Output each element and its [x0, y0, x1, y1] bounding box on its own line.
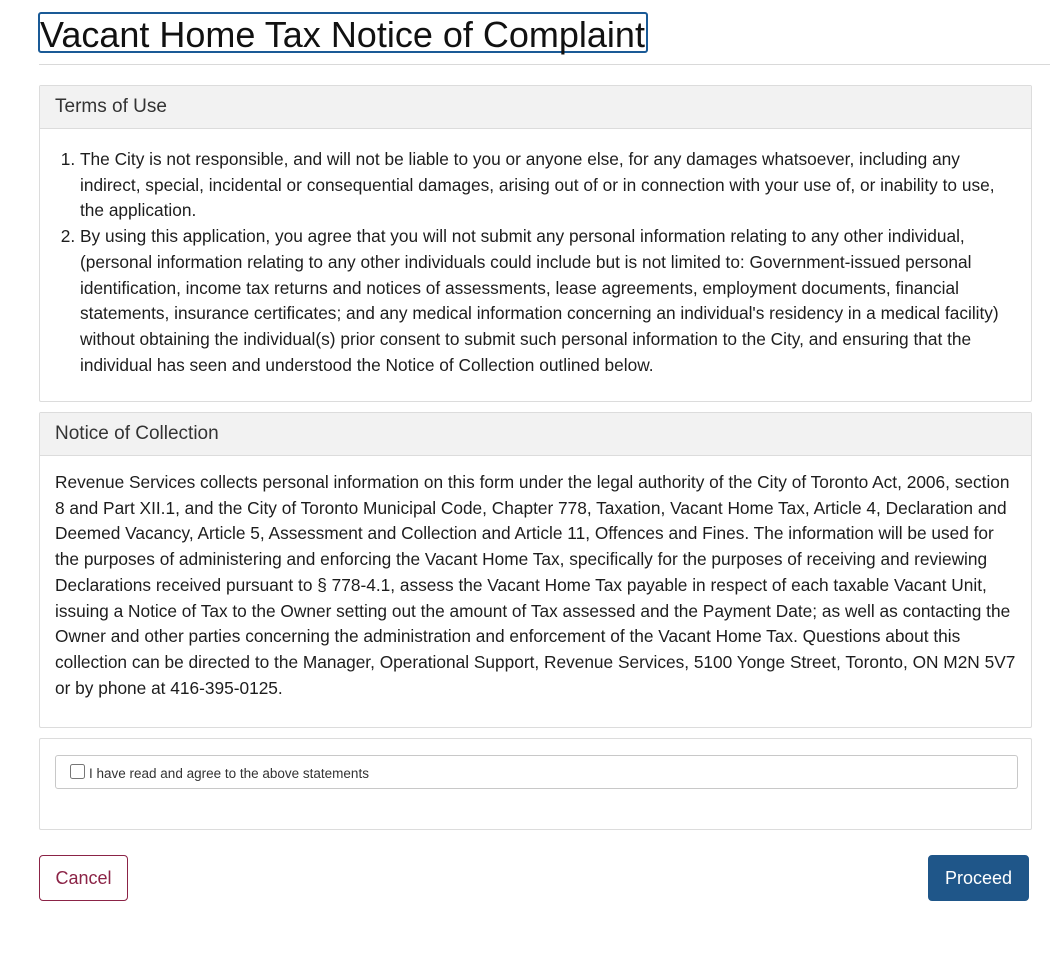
agree-checkbox[interactable]	[70, 764, 85, 779]
title-divider	[39, 64, 1050, 65]
notice-of-collection-heading: Notice of Collection	[40, 413, 1031, 456]
notice-text: Revenue Services collects personal information on this form under the legal authority of the City of Toronto Act, 2006, section 8 and Part XII.1, and the City of Toronto Municipal Code, Chapter 778, Taxation, Vacant Home Tax, Article 4, Declaration and Deemed Vacancy, Article 5, Assessment and Collection and Article 11, Offences and Fines. The information will be used for the purposes of administering and enforcing the Vacant Home Tax, specifically for the purposes of receiving and reviewing Declarations received pursuant to § 778-4.1, assess the Vacant Home Tax payable in respect of each taxable Vacant Unit, issuing a Notice of Tax to the Owner setting out the amount of Tax assessed and the Payment Date; as well as contacting the Owner and other parties concerning the administration and enforcement of the Vacant Home Tax. Questions about this collection can be directed to the Manager, Operational Support, Revenue Services, 5100 Yonge Street, Toronto, ON M2N 5V7 or by phone at 416-395-0125.	[55, 472, 1016, 698]
terms-of-use-body	[40, 129, 1031, 378]
terms-item: 1. The City is not responsible, and will not be liable to you or anyone else, for any damages whatsoever, including any indirect, special, incidental or consequential damages, arising out of or in connection with your use of, or inability to use, the application.	[80, 147, 1016, 224]
terms-of-use-panel	[39, 85, 1032, 402]
agreement-field[interactable]	[55, 755, 1018, 789]
notice-of-collection-panel	[39, 412, 1032, 728]
page-title: Vacant Home Tax Notice of Complaint	[38, 12, 648, 53]
proceed-button[interactable]: Proceed	[928, 855, 1029, 901]
agree-label[interactable]: I have read and agree to the above statements	[89, 766, 369, 781]
cancel-button[interactable]: Cancel	[39, 855, 128, 901]
terms-of-use-heading: Terms of Use	[40, 86, 1031, 129]
terms-list	[55, 147, 1016, 378]
agreement-panel	[39, 738, 1032, 830]
notice-of-collection-body	[40, 470, 1031, 701]
terms-item: 2. By using this application, you agree that you will not submit any personal information relating to any other individual, (personal information relating to any other individuals could include but is not limited to: Government-issued personal identification, income tax returns and notices of assessments, lease agreements, employment documents, financial statements, insurance certificates; and any medical information concerning an individual's residency in a medical facility) without obtaining the individual(s) prior consent to submit such personal information to the City, and ensuring that the individual has seen and understood the Notice of Collection outlined below.	[80, 224, 1016, 378]
